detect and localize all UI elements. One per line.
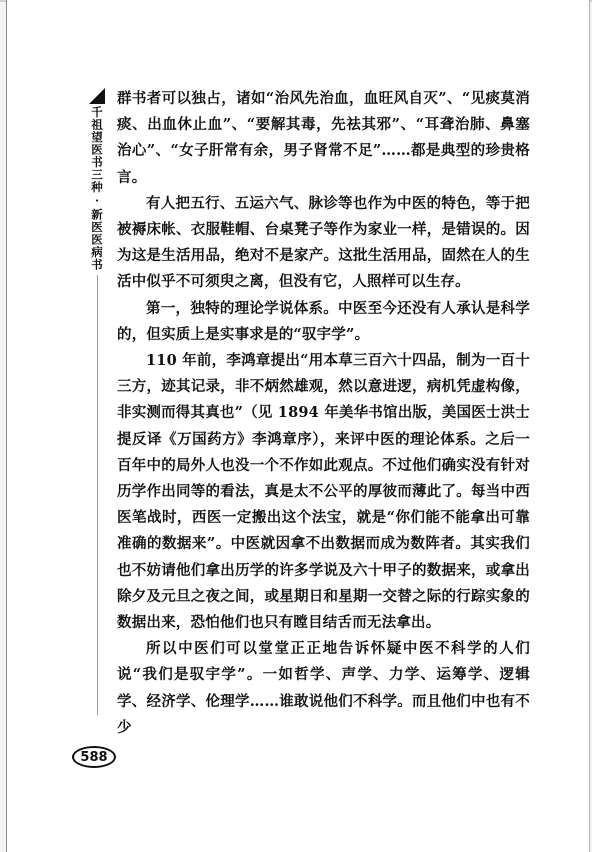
page-body-text: [117, 86, 530, 741]
running-header-rule: [97, 275, 98, 715]
corner-triangle-mark: [89, 88, 105, 104]
paragraph: 所以中医们可以堂堂正正地告诉怀疑中医不科学的人们说“我们是驭宇学”。一如哲学、声学、力学、运筹学、逻辑学、经济学、伦理学……谁敢说他们不科学。而且他们中也有不少: [117, 640, 530, 736]
paragraph: 第一，独特的理论学说体系。中医至今还没有人承认是科学的，但实质上是实事求是的“驭宇学”。: [117, 299, 530, 343]
running-header-vertical: [88, 88, 106, 715]
running-header-title: 千祖望医书三种·新医医病书: [90, 106, 104, 271]
paragraph-continued: 群书者可以独占，诸如“治风先治血，血旺风自灭”、“见痰莫消痰、出血休止血”、“要解其毒，先祛其邪”、“耳聋治肺、鼻塞治心”、“女子肝常有余，男子肾常不足”……都是典型的珍贵格言。: [117, 90, 530, 186]
paragraph: 110 年前，李鸿章提出“用本草三百六十四品，制为一百十三方，迹其记录，非不炳然雄观，然以意进逻，病机凭虚构像，非实测而得其真也”（见 1894 年美华书馆出版，美国医士洪士提反译《万国药方》李鸿章序），来评中医的理论体系。之后一百年中的局外人也没一个不作如此观点。不过他们确实没有针对历学作出同等的看法，真是太不公平的厚彼而薄此了。每当中西医笔战时，西医一定搬出这个法宝，就是“你们能不能拿出可靠准确的数据来”。中医就因拿不出数据而成为数阵者。其实我们也不妨请他们拿出历学的许多学说及六十甲子的数据来，或拿出除夕及元旦之夜之间，或星期日和星期一交替之际的行踪实象的数据出来，恐怕他们也只有瞠目结舌而无法拿出。: [117, 352, 530, 632]
page-number: 588: [72, 746, 116, 768]
paragraph: 有人把五行、五运六气、脉诊等也作为中医的特色，等于把被褥床帐、衣服鞋帽、台桌凳子等作为家业一样，是错误的。因为这是生活用品，绝对不是家产。这批生活用品，固然在人的生活中似乎不可须臾之离，但没有它，人照样可以生存。: [117, 194, 530, 291]
